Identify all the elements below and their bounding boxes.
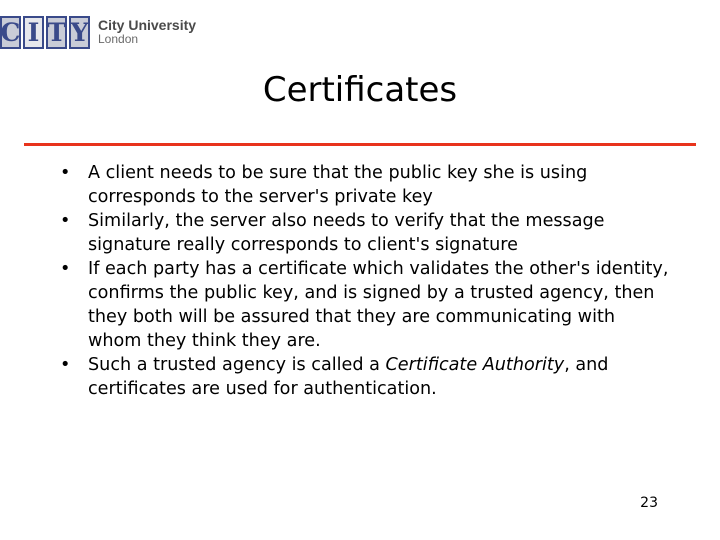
- bullet-dot-icon: •: [60, 355, 71, 375]
- bullet-item: [60, 257, 670, 353]
- bullet-item: [60, 353, 670, 401]
- bullet-dot-icon: •: [60, 211, 71, 231]
- logo-letter-t: T: [47, 17, 66, 47]
- logo-wordmark: [98, 18, 196, 47]
- bullet-item: [60, 161, 670, 209]
- certificate-authority-term: Certificate Authority: [385, 355, 565, 375]
- logo-mark: [0, 16, 90, 49]
- logo-name: City University: [98, 16, 197, 33]
- logo-letter-y: Y: [70, 17, 89, 47]
- logo-subtitle: London: [98, 32, 139, 47]
- bullet-dot-icon: •: [60, 259, 71, 279]
- slide-title: Certificates: [262, 70, 458, 110]
- bullet-text-segment: Such a trusted agency is called a: [88, 355, 386, 375]
- bullet-dot-icon: •: [60, 163, 71, 183]
- bullet-text: Similarly, the server also needs to verify that the message signature really corresponds to client's signature: [88, 211, 605, 255]
- bullet-text: [88, 353, 670, 401]
- bullet-text-segment: , and certificates are used for authentication.: [88, 355, 609, 399]
- bullet-text: A client needs to be sure that the public key she is using corresponds to the server's private key: [88, 163, 588, 207]
- bullet-text: If each party has a certificate which validates the other's identity, confirms the public key, and is signed by a trusted agency, then they both will be assured that they are communicating with whom they think they are.: [88, 259, 669, 351]
- title-divider: [24, 143, 696, 146]
- page-number: 23: [640, 495, 658, 511]
- city-university-logo: [0, 12, 196, 52]
- logo-letter-i: I: [23, 16, 44, 49]
- bullet-list: [60, 161, 670, 401]
- logo-letter-c: C: [0, 17, 21, 47]
- bullet-item: [60, 209, 670, 257]
